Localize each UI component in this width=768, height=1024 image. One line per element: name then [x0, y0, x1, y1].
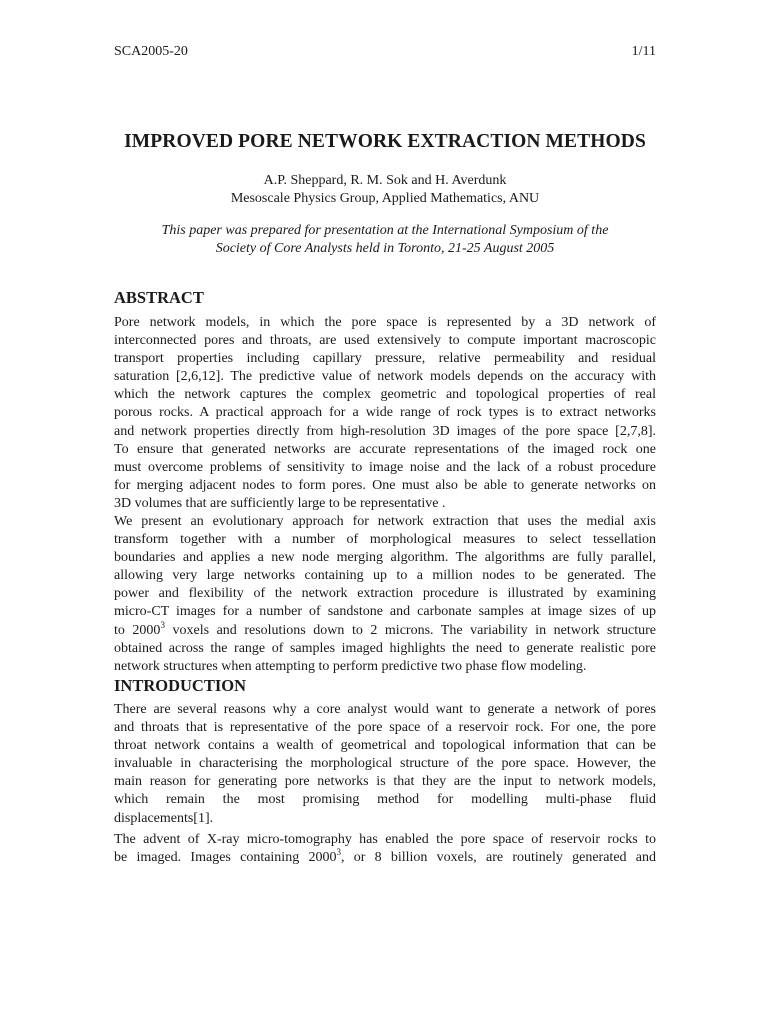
affiliation: Mesoscale Physics Group, Applied Mathematics, ANU — [230, 191, 540, 206]
text-line: main reason for generating pore networks is that they are the input to network models, — [114, 774, 656, 790]
text-line: network structures when attempting to perform predictive two phase flow modeling. — [114, 658, 587, 674]
introduction-heading: INTRODUCTION — [114, 676, 247, 695]
text-line: power and flexibility of the network extraction procedure is illustrated by examining — [114, 586, 656, 602]
text-line: Pore network models, in which the pore space is represented by a 3D network of — [114, 315, 656, 330]
text-line: which the network captures the complex geometric and topological properties of real — [114, 387, 656, 403]
text-line: To ensure that generated networks are accurate representations of the imaged rock one — [114, 441, 656, 457]
text-line: 3D volumes that are sufficiently large to be representative . — [114, 495, 446, 511]
text-line: transport properties including capillary pressure, relative permeability and residual — [114, 351, 656, 367]
introduction-paragraph-1 — [114, 701, 656, 828]
text-fragment: to 2000 — [114, 622, 161, 638]
text-line: There are several reasons why a core analyst would want to generate a network of pores — [114, 702, 656, 717]
text-fragment: voxels and resolutions down to 2 microns. The variability in network structure — [164, 622, 657, 638]
superscript: 3 — [160, 619, 165, 630]
introduction-paragraph-2 — [114, 831, 656, 867]
text-fragment: be imaged. Images containing 2000 — [114, 850, 337, 866]
text-line: invaluable in characterising the morphological structure of the pore space. However, the — [114, 756, 656, 772]
text-line: and network properties directly from high-resolution 3D images of the pore space [2,7,8]. — [114, 423, 656, 439]
paper-title: IMPROVED PORE NETWORK EXTRACTION METHODS — [124, 131, 646, 152]
text-line: transform together with a number of morphological measures to select tessellation — [114, 532, 656, 548]
text-line: must overcome problems of sensitivity to image noise and the lack of a robust procedure — [114, 459, 656, 475]
text-line: saturation [2,6,12]. The predictive value of network models depends on the accuracy with — [114, 369, 656, 385]
presentation-note-line: This paper was prepared for presentation at the International Symposium of the — [161, 223, 609, 238]
text-line: micro-CT images for a number of sandstone and carbonate samples at image sizes of up — [114, 604, 656, 620]
abstract-paragraph-1 — [114, 314, 656, 513]
text-line: The advent of X-ray micro-tomography has enabled the pore space of reservoir rocks to — [114, 832, 656, 847]
presentation-note — [114, 222, 656, 258]
text-fragment: , or 8 billion voxels, are routinely generated and — [340, 850, 656, 866]
text-line: We present an evolutionary approach for network extraction that uses the medial axis — [114, 514, 656, 529]
authors: A.P. Sheppard, R. M. Sok and H. Averdunk — [263, 173, 507, 188]
text-line: porous rocks. A practical approach for a wide range of rock types is to extract networks — [114, 405, 656, 421]
abstract-paragraph-2 — [114, 513, 656, 676]
text-line: for merging adjacent nodes to form pores. One must also be able to generate networks on — [114, 477, 656, 493]
text-line — [114, 619, 657, 640]
abstract-heading: ABSTRACT — [114, 288, 204, 307]
text-line: obtained across the range of samples imaged highlights the need to generate realistic pore — [114, 640, 656, 656]
text-line: which remain the most promising method for modelling multi-phase fluid — [114, 792, 656, 808]
text-line: boundaries and applies a new node merging algorithm. The algorithms are fully parallel, — [114, 550, 656, 566]
text-line: interconnected pores and throats, are used extensively to compute important macroscopic — [114, 333, 656, 349]
author-block — [114, 172, 656, 208]
presentation-note-line: Society of Core Analysts held in Toronto, 21-25 August 2005 — [215, 241, 555, 256]
page-number: 1/11 — [631, 44, 656, 59]
superscript: 3 — [336, 847, 341, 858]
text-line — [114, 849, 656, 867]
text-line: displacements[1]. — [114, 810, 214, 826]
text-line: allowing very large networks containing up to a million nodes to be generated. The — [114, 568, 656, 584]
text-line: and throats that is representative of the pore space of a reservoir rock. For one, the pore — [114, 720, 656, 736]
text-line: throat network contains a wealth of geometrical and topological information that can be — [114, 738, 656, 754]
document-id: SCA2005-20 — [114, 44, 188, 59]
